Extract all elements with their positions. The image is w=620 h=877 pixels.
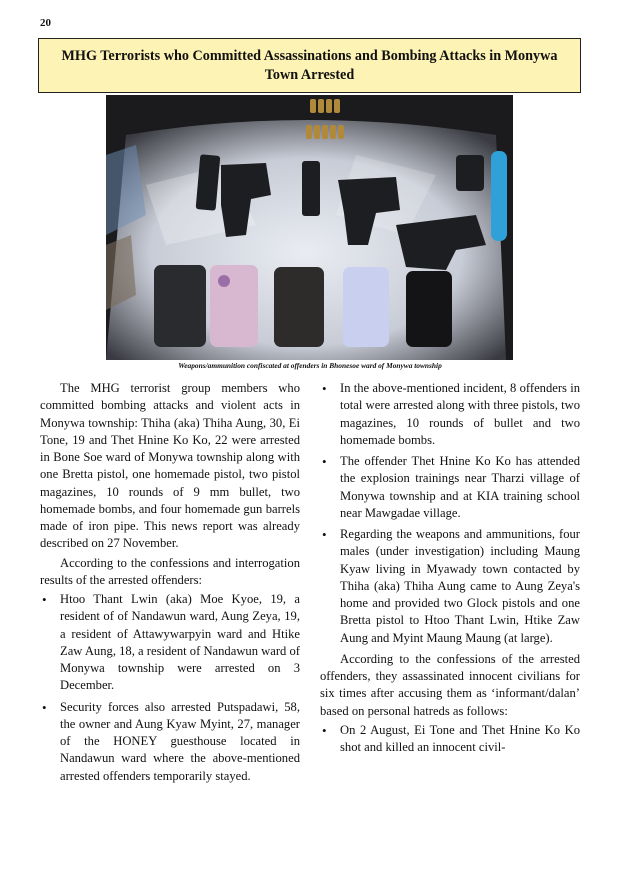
paragraph: The MHG terrorist group members who committed bombing attacks and violent acts in Monywa township: Thiha (aka) Thiha Aung, 30, Ei Tone, 19 and Thet Hnine Ko Ko, 22 were arrested in Bone Soe ward of Monywa township along with one Bretta pistol, one homemade pistol, two pistol magazines, 10 rounds of 9 mm bullet, two homemade bombs, and four homemade gun barrels made of iron pipe. This news report was already described on 27 November. (40, 381, 300, 551)
article-title: MHG Terrorists who Committed Assassinations and Bombing Attacks in Monywa Town Arrested (61, 47, 558, 83)
paragraph: According to the confessions and interrogation results of the arrested offenders: (40, 555, 300, 587)
weapons-photo (106, 95, 513, 360)
bullet-item: • Security forces also arrested Putspadawi, 58, the owner and Aung Kyaw Myint, 27, manager of the HONEY guesthouse located in Nandawun ward where the above-mentioned arrested offenders temporarily stayed. (40, 699, 300, 785)
bullet-item: • On 2 August, Ei Tone and Thet Hnine Ko Ko shot and killed an innocent civil- (320, 722, 580, 757)
paragraph: According to the confessions of the arrested offenders, they assassinated innocent civilians for six times after accusing them as ‘informant/dalan’ based on personal hatreds as follows: (320, 651, 580, 718)
left-column (40, 380, 300, 789)
page-number: 20 (40, 17, 51, 29)
bullet-item: • The offender Thet Hnine Ko Ko has attended the explosion trainings near Tharzi village of Monywa township and at KIA training school near Mawgadae village. (320, 453, 580, 522)
bullet-item: • In the above-mentioned incident, 8 offenders in total were arrested along with three pistols, two magazines, 10 rounds of bullet and two homemade bombs. (320, 380, 580, 449)
bullet-item: • Regarding the weapons and ammunitions, four males (under investigation) including Maung Kyaw living in Myawady town contacted by Thiha (aka) Thiha Aung came to Aung Zeya's home and provided two Glock pistols and one Bretta pistol to Htoo Thant Lwin, Htike Zaw Aung and Myint Maung Maung (at large). (320, 526, 580, 647)
bullet-item: • Htoo Thant Lwin (aka) Moe Kyoe, 19, a resident of of Nandawun ward, Aung Zeya, 19, a resident of Attawywarpyin ward and Htike Zaw Aung, 18, a resident of Nandawun ward of Monywa township were arrested on 3 December. (40, 591, 300, 695)
article-title-box (38, 38, 581, 93)
bullet-list (320, 380, 580, 647)
photo-caption: Weapons/ammunition confiscated at offenders in Bhonesoe ward of Monywa township (178, 361, 442, 370)
bullet-list (40, 591, 300, 785)
weapons-photo-illustration (106, 95, 513, 360)
right-column (320, 380, 580, 760)
bullet-list (320, 722, 580, 757)
